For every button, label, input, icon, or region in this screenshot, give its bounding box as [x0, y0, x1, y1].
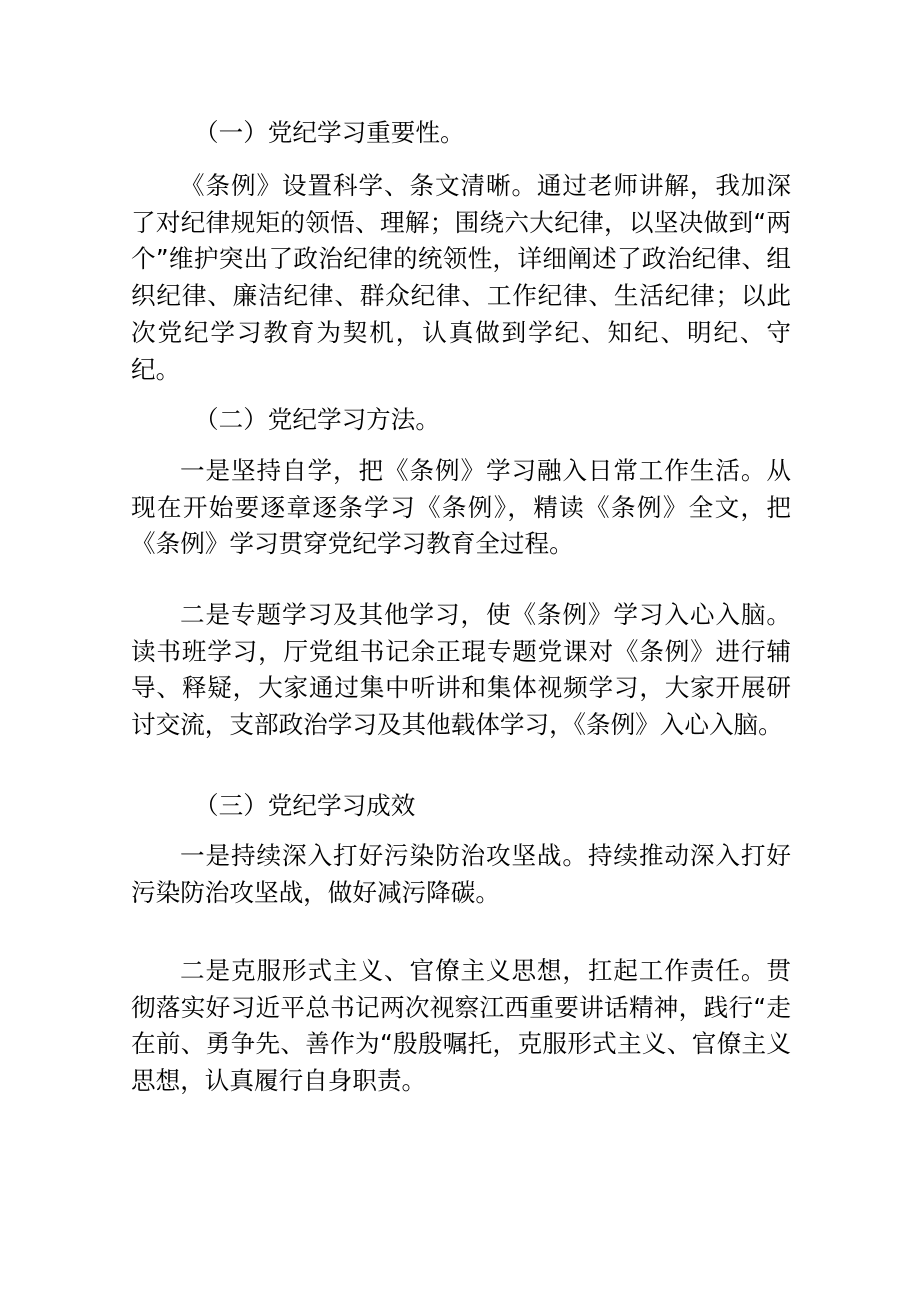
section-heading-method: （二）党纪学习方法。: [194, 405, 440, 434]
section-heading-results: （三）党纪学习成效: [194, 791, 416, 820]
paragraph-results-responsibility: 二是克服形式主义、官僚主义思想，扛起工作责任。贯彻落实好习近平总书记两次视察江西重要讲话精神，践行“走在前、勇争先、善作为“殷殷嘱托，克服形式主义、官僚主义思想，认真履行自身职责。: [131, 956, 791, 1096]
paragraph-method-special-study: 二是专题学习及其他学习，使《条例》学习入心入脑。读书班学习，厅党组书记余正琨专题党课对《条例》进行辅导、释疑，大家通过集中听讲和集体视频学习，大家开展研讨交流，支部政治学习及其他载体学习，《条例》入心入脑。: [131, 600, 791, 740]
paragraph-method-self-study: 一是坚持自学，把《条例》学习融入日常工作生活。从现在开始要逐章逐条学习《条例》，精读《条例》全文，把《条例》学习贯穿党纪学习教育全过程。: [131, 456, 791, 559]
section-heading-importance: （一）党纪学习重要性。: [194, 118, 465, 147]
paragraph-results-pollution: 一是持续深入打好污染防治攻坚战。持续推动深入打好污染防治攻坚战，做好减污降碳。: [131, 841, 791, 907]
paragraph-importance: 《条例》设置科学、条文清晰。通过老师讲解，我加深了对纪律规矩的领悟、理解；围绕六大纪律，以坚决做到“两个”维护突出了政治纪律的统领性，详细阐述了政治纪律、组织纪律、廉洁纪律、群众纪律、工作纪律、生活纪律；以此次党纪学习教育为契机，认真做到学纪、知纪、明纪、守纪。: [131, 171, 791, 384]
